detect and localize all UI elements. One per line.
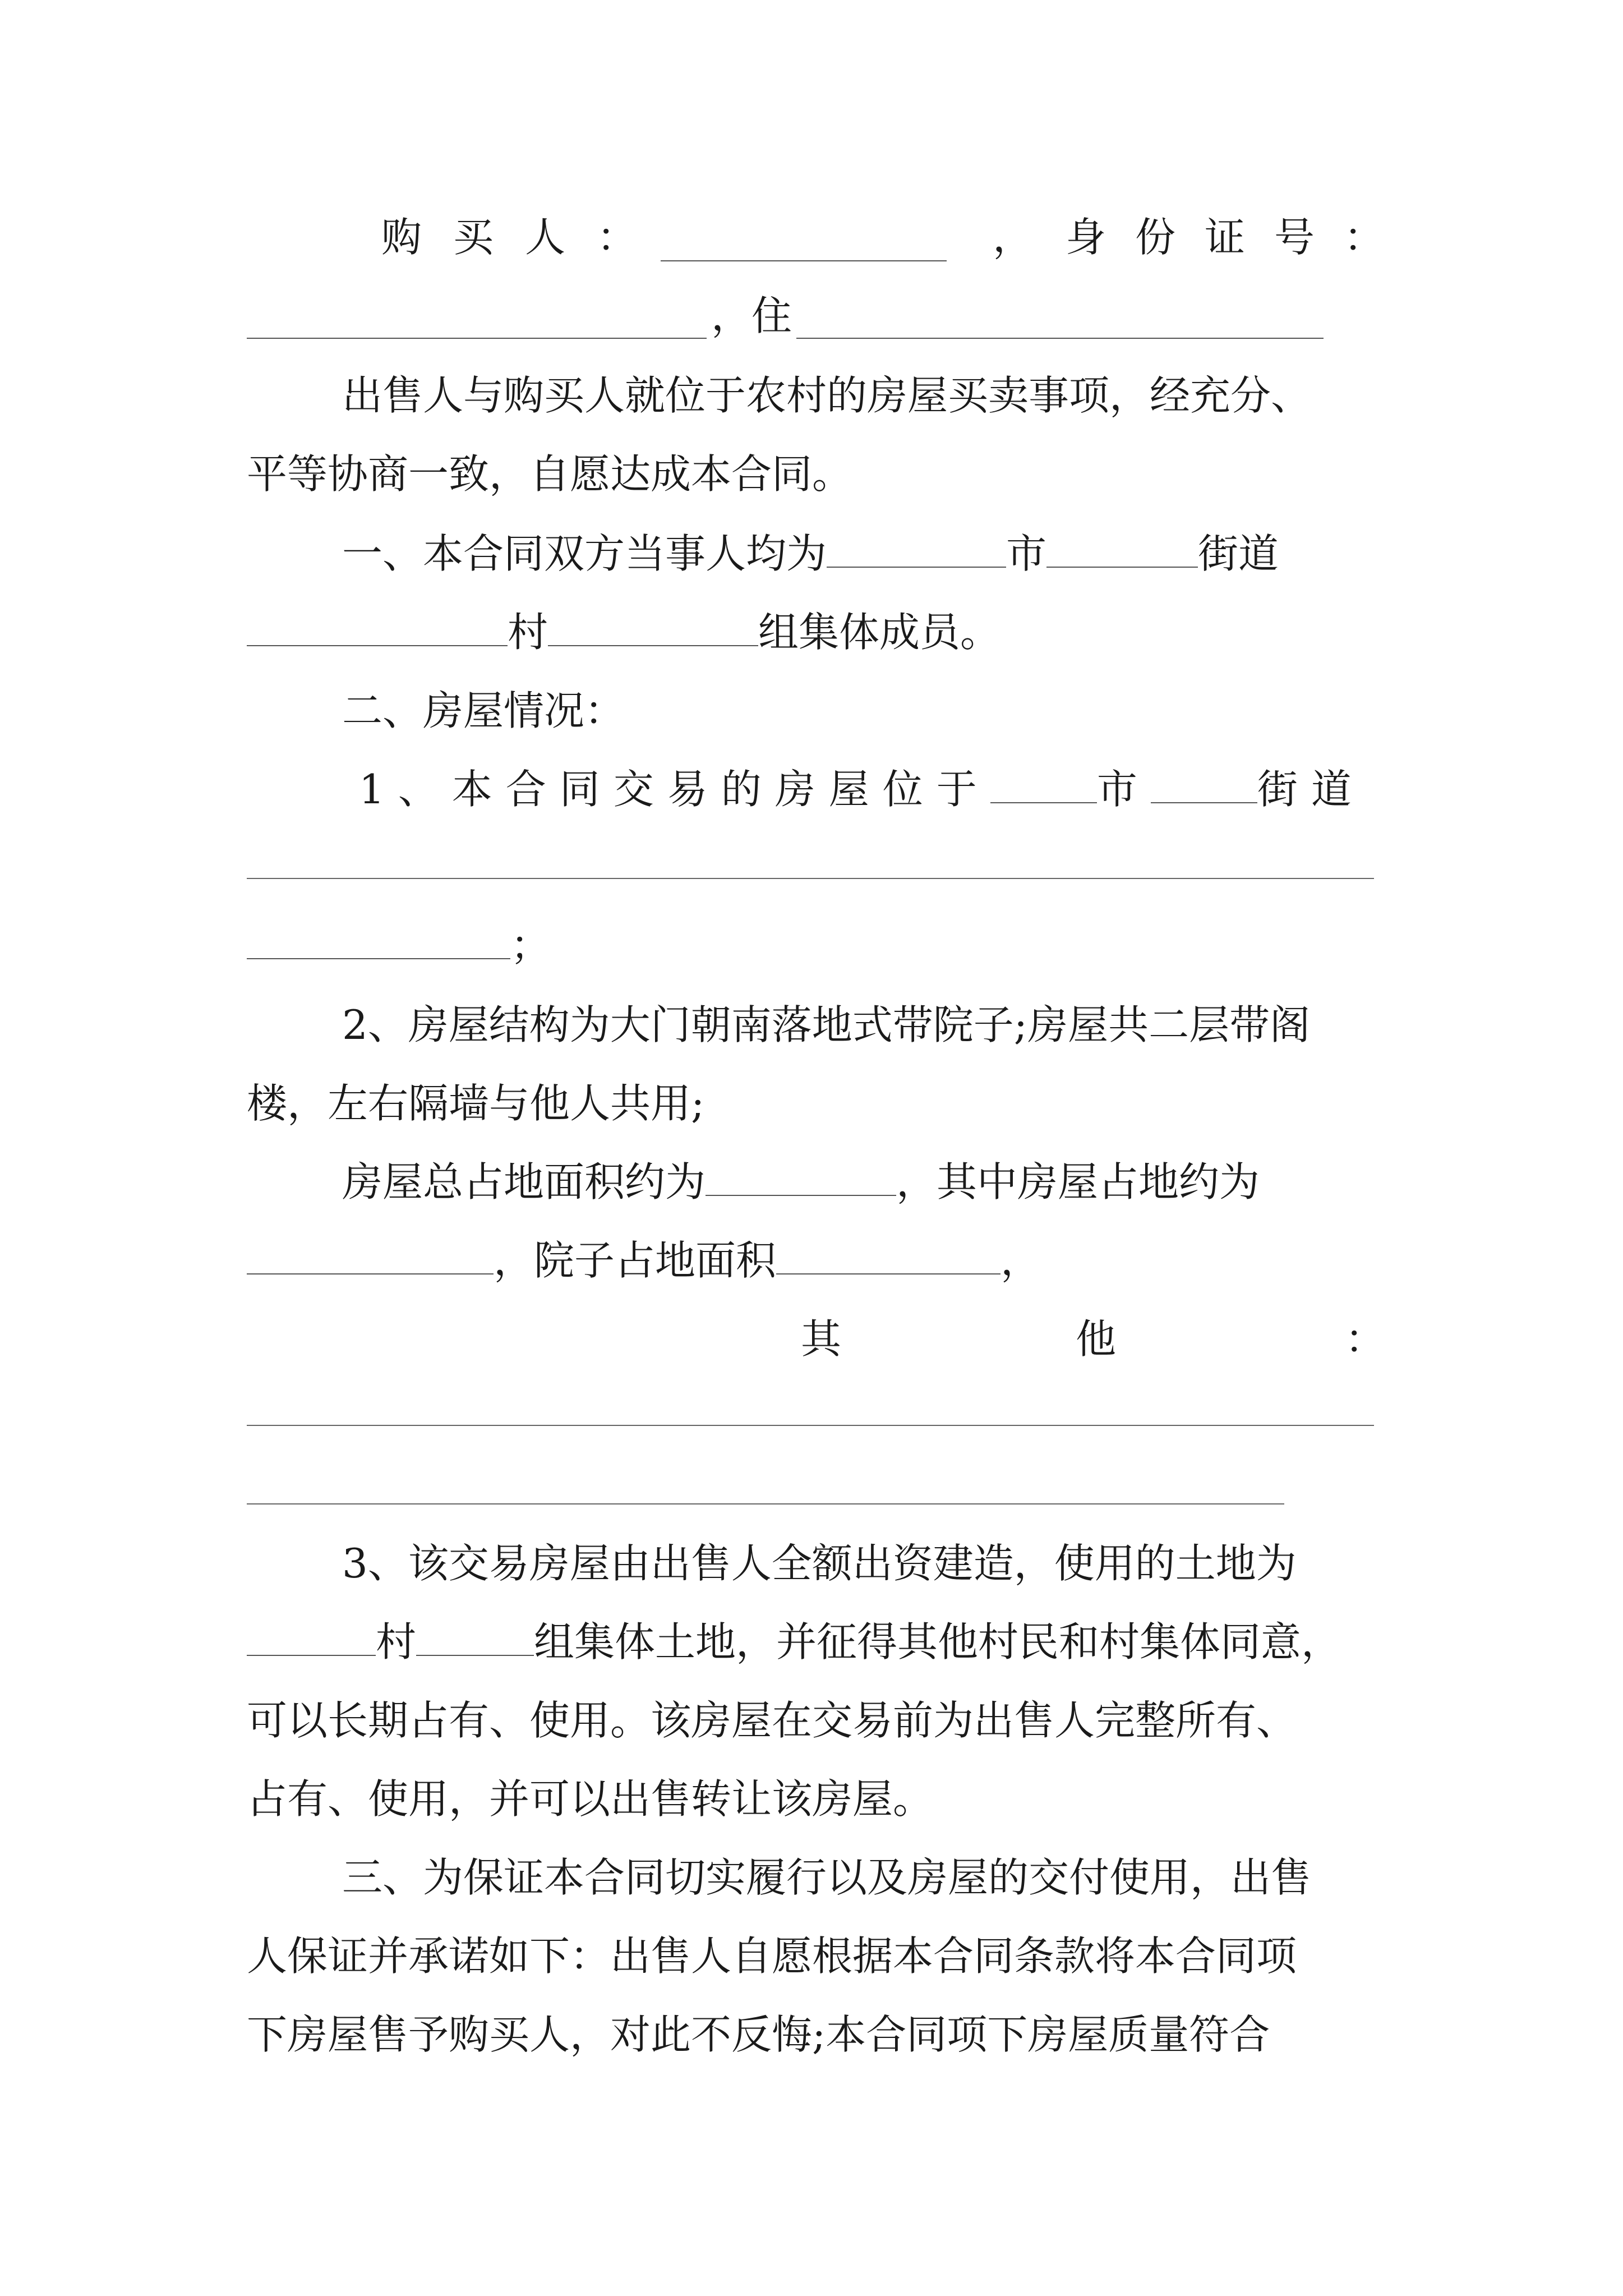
intro-line-2: 平等协商一致，自愿达成本合同。 <box>247 450 853 498</box>
clause-1-line-2: 村 组集体成员。 <box>247 607 1000 657</box>
other-blank-line-2[interactable] <box>247 1503 1284 1504</box>
id-label: 身份证号： <box>1066 214 1414 261</box>
total-area-blank[interactable] <box>706 1160 896 1196</box>
yard-area-blank[interactable] <box>776 1239 1000 1274</box>
clause-3-line-1: 三、为保证本合同切实履行以及房屋的交付使用，出售 <box>342 1854 1312 1901</box>
city-blank-1[interactable] <box>827 532 1006 568</box>
id-number-blank[interactable] <box>247 303 707 339</box>
other-label-a: 其 <box>801 1315 842 1363</box>
clause-3-line-3: 下房屋售予购买人，对此不反悔;本合同项下房屋质量符合 <box>247 2011 1270 2058</box>
group-blank-2[interactable] <box>416 1620 534 1656</box>
item-1-line-3: ； <box>247 920 551 970</box>
other-colon: ： <box>1345 1315 1386 1363</box>
buyer-label: 购买人： <box>381 214 669 261</box>
item-2-line-2: 楼，左右隔墙与他人共用; <box>247 1080 705 1127</box>
clause-1-line-1: 一、本合同双方当事人均为 市 街道 <box>342 530 1279 577</box>
street-blank-1[interactable] <box>1046 532 1198 568</box>
item-2-area-line: 房屋总占地面积约为 ，其中房屋占地约为 <box>342 1158 1260 1205</box>
other-label-b: 他 <box>1076 1315 1117 1363</box>
house-area-blank[interactable] <box>247 1239 494 1274</box>
street-blank-2[interactable] <box>1151 767 1257 803</box>
city-blank-2[interactable] <box>990 767 1097 803</box>
clause-2-title: 二、房屋情况： <box>342 687 625 734</box>
buyer-name-blank[interactable] <box>661 226 947 261</box>
address-blank[interactable] <box>796 303 1324 339</box>
buyer-line <box>381 212 668 263</box>
location-blank-2[interactable] <box>247 923 510 959</box>
item-1-line: 1、本合同交易的房屋位于 市 街道 <box>359 766 1365 813</box>
item-3-line-2: 村 组集体土地，并征得其他村民和村集体同意， <box>247 1617 1341 1667</box>
intro-line-1: 出售人与购买人就位于农村的房屋买卖事项，经充分、 <box>342 372 1312 419</box>
item-2-line-1: 2、房屋结构为大门朝南落地式带院子;房屋共二层带阁 <box>342 1001 1311 1048</box>
item-3-line-4: 占有、使用，并可以出售转让该房屋。 <box>247 1775 934 1823</box>
item-2-yard-line: ，院子占地面积 ， <box>247 1235 1041 1286</box>
item-3-line-3: 可以长期占有、使用。该房屋在交易前为出售人完整所有、 <box>247 1697 1297 1744</box>
location-blank-line[interactable] <box>247 878 1374 879</box>
buyer-address-line: ，住 <box>711 292 792 339</box>
village-blank-1[interactable] <box>247 610 508 646</box>
clause-3-line-2: 人保证并承诺如下：出售人自愿根据本合同条款将本合同项 <box>247 1932 1297 1980</box>
village-blank-2[interactable] <box>247 1620 376 1656</box>
other-blank-line-1[interactable] <box>247 1425 1374 1426</box>
buyer-comma: ， <box>993 214 1034 261</box>
group-blank-1[interactable] <box>548 610 758 646</box>
item-3-line-1: 3、该交易房屋由出售人全额出资建造，使用的土地为 <box>342 1540 1297 1587</box>
